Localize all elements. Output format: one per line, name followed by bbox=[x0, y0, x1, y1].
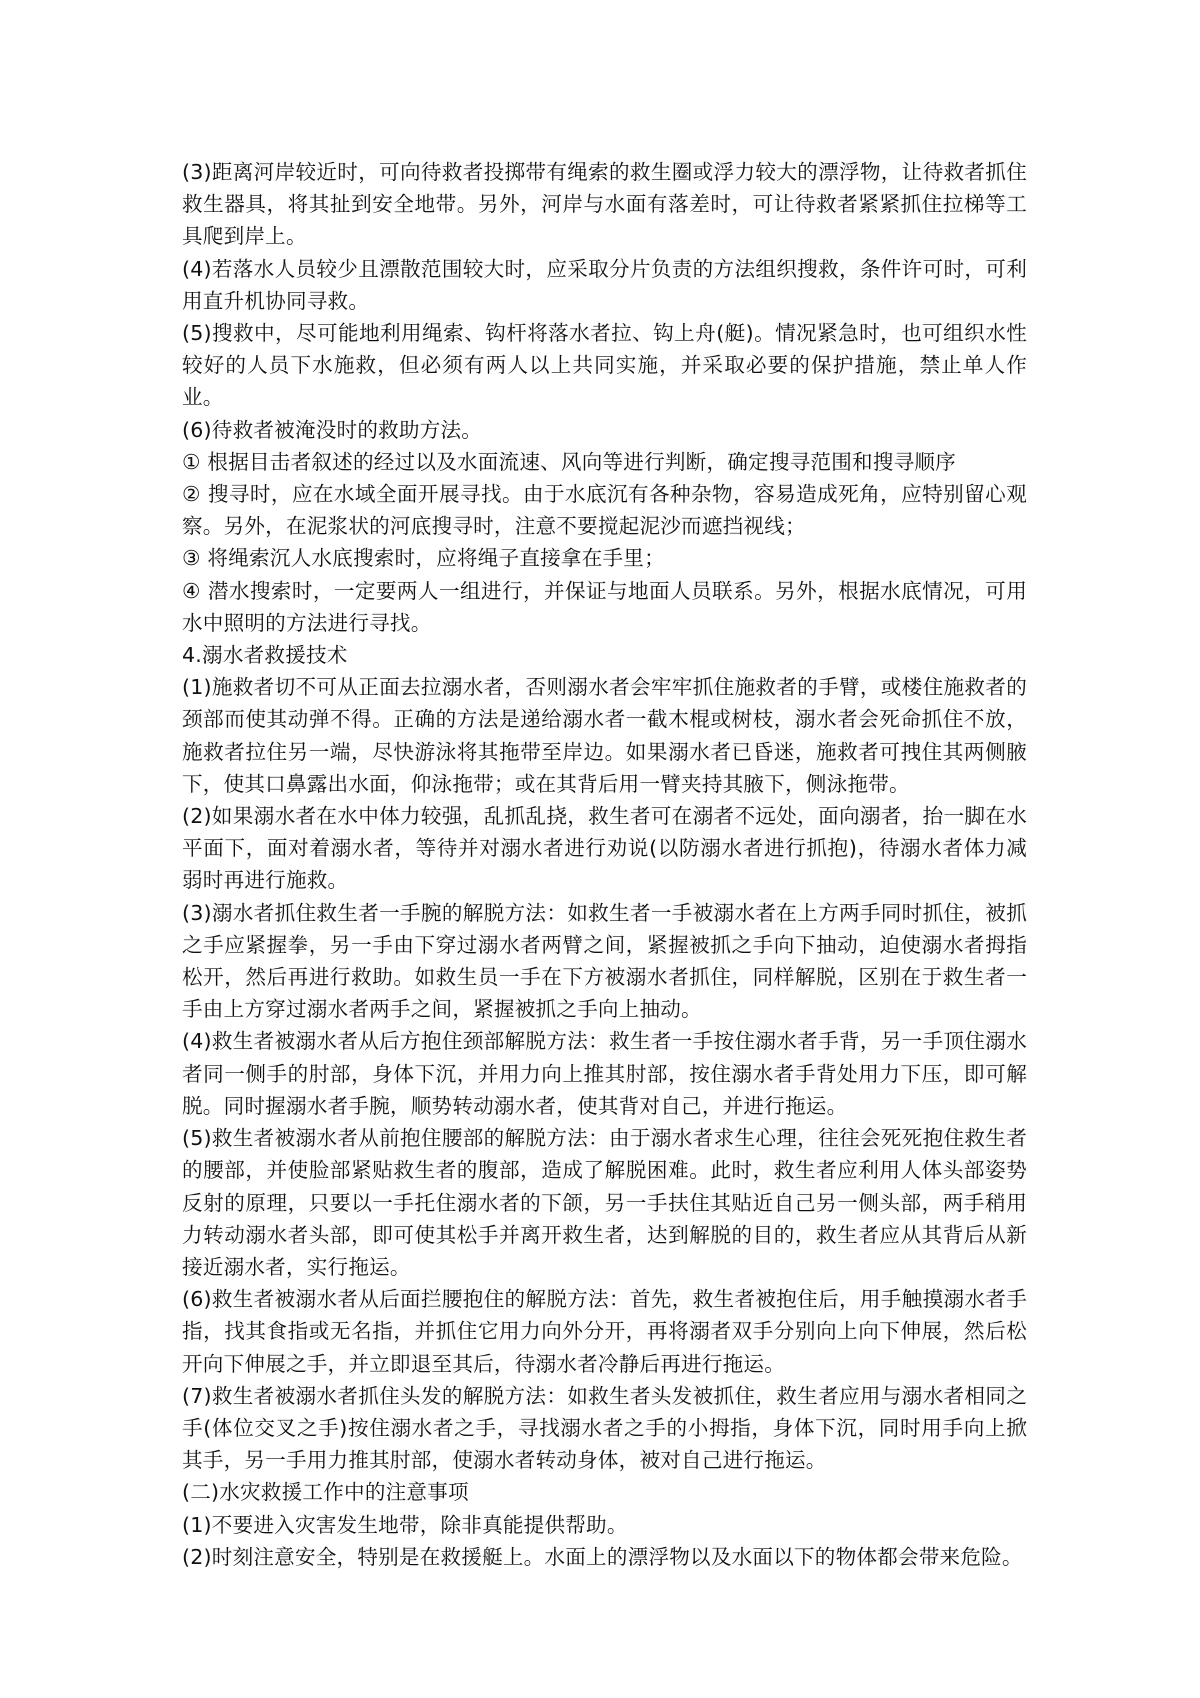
paragraph-waist-back-release: (6)救生者被溺水者从后面拦腰抱住的解脱方法：首先，救生者被抱住后，用手触摸溺水者手指，找其食指或无名指，并抓住它用力向外分开，再将溺者双手分别向上向下伸展，然后松开向下伸展之手，并立即退至其后，待溺水者冷静后再进行拖运。 bbox=[182, 1287, 1027, 1376]
section-heading-flood-precautions: (二)水灾救援工作中的注意事项 bbox=[182, 1480, 469, 1505]
paragraph-safety-attention: (2)时刻注意安全，特别是在救援艇上。水面上的漂浮物以及水面以下的物体都会带来危险。 bbox=[182, 1544, 1023, 1569]
section-heading-drowning-rescue: 4.溺水者救援技术 bbox=[182, 643, 348, 668]
list-item-witness-judgment: ① 根据目击者叙述的经过以及水面流速、风向等进行判断，确定搜寻范围和搜寻顺序 bbox=[182, 449, 956, 474]
list-item-full-area-search: ② 搜寻时，应在水域全面开展寻找。由于水底沉有各种杂物，容易造成死角，应特别留心观察。另外，在泥浆状的河底搜寻时，注意不要搅起泥沙而遮挡视线； bbox=[182, 482, 1027, 539]
paragraph-neck-release: (4)救生者被溺水者从后方抱住颈部解脱方法：救生者一手按住溺水者手背，另一手顶住溺水者同一侧手的肘部，身体下沉，并用力向上推其肘部，按住溺水者手背处用力下压，即可解脱。同时握溺水者手腕，顺势转动溺水者，使其背对自己，并进行拖运。 bbox=[182, 1029, 1027, 1118]
paragraph-hair-release: (7)救生者被溺水者抓住头发的解脱方法：如救生者头发被抓住，救生者应用与溺水者相同之手(体位交叉之手)按住溺水者之手，寻找溺水者之手的小拇指，身体下沉，同时用手向上掀其手，另一手用力推其肘部，使溺水者转动身体，被对自己进行拖运。 bbox=[182, 1383, 1027, 1473]
paragraph-rescue-rope-throw: (3)距离河岸较近时，可向待救者投掷带有绳索的救生圈或浮力较大的漂浮物，让待救者抓住救生器具，将其扯到安全地带。另外，河岸与水面有落差时，可让待救者紧紧抓住拉梯等工具爬到岸上。 bbox=[182, 160, 1027, 249]
paragraph-waist-front-release: (5)救生者被溺水者从前抱住腰部的解脱方法：由于溺水者求生心理，往往会死死抱住救生者的腰部，并使脸部紧贴救生者的腹部，造成了解脱困难。此时，救生者应利用人体头部姿势反射的原理，只要以一手托住溺水者的下颌，另一手扶住其贴近自己另一侧头部，两手稍用力转动溺水者头部，即可使其松手并离开救生者，达到解脱的目的，救生者应从其背后从新接近溺水者，实行拖运。 bbox=[182, 1126, 1027, 1279]
paragraph-rope-hook-rescue: (5)搜救中，尽可能地利用绳索、钩杆将落水者拉、钩上舟(艇)。情况紧急时，也可组织水性较好的人员下水施救，但必须有两人以上共同实施，并采取必要的保护措施，禁止单人作业。 bbox=[182, 321, 1027, 410]
paragraph-avoid-disaster-zone: (1)不要进入灾害发生地带，除非真能提供帮助。 bbox=[182, 1512, 628, 1537]
paragraph-submerged-rescue-heading: (6)待救者被淹没时的救助方法。 bbox=[182, 417, 483, 442]
paragraph-wrist-release: (3)溺水者抓住救生者一手腕的解脱方法：如救生者一手被溺水者在上方两手同时抓住，被抓之手应紧握拳，另一手由下穿过溺水者两臂之间，紧握被抓之手向下抽动，迫使溺水者拇指松开，然后再进行救助。如救生员一手在下方被溺水者抓住，同样解脱，区别在于救生者一手由上方穿过溺水者两手之间，紧握被抓之手向上抽动。 bbox=[182, 900, 1027, 1022]
paragraph-zone-search: (4)若落水人员较少且漂散范围较大时，应采取分片负责的方法组织搜救，条件许可时，可利用直升机协同寻救。 bbox=[182, 256, 1027, 313]
list-item-diving-search: ④ 潜水搜索时，一定要两人一组进行，并保证与地面人员联系。另外，根据水底情况，可用水中照明的方法进行寻找。 bbox=[182, 578, 1027, 635]
list-item-rope-search: ③ 将绳索沉人水底搜索时，应将绳子直接拿在手里； bbox=[182, 546, 665, 571]
paragraph-strong-struggler: (2)如果溺水者在水中体力较强，乱抓乱挠，救生者可在溺者不远处，面向溺者，抬一脚在水平面下，面对着溺水者，等待并对溺水者进行劝说(以防溺水者进行抓抱)，待溺水者体力减弱时再进行施救。 bbox=[182, 804, 1027, 893]
paragraph-no-frontal-approach: (1)施救者切不可从正面去拉溺水者，否则溺水者会牢牢抓住施救者的手臂，或楼住施救者的颈部而使其动弹不得。正确的方法是递给溺水者一截木棍或树枝，溺水者会死命抓住不放，施救者拉住另一端，尽快游泳将其拖带至岸边。如果溺水者已昏迷，施救者可拽住其两侧腋下，使其口鼻露出水面，仰泳拖带；或在其背后用一臂夹持其腋下，侧泳拖带。 bbox=[182, 675, 1027, 796]
document-body bbox=[182, 156, 1027, 1573]
